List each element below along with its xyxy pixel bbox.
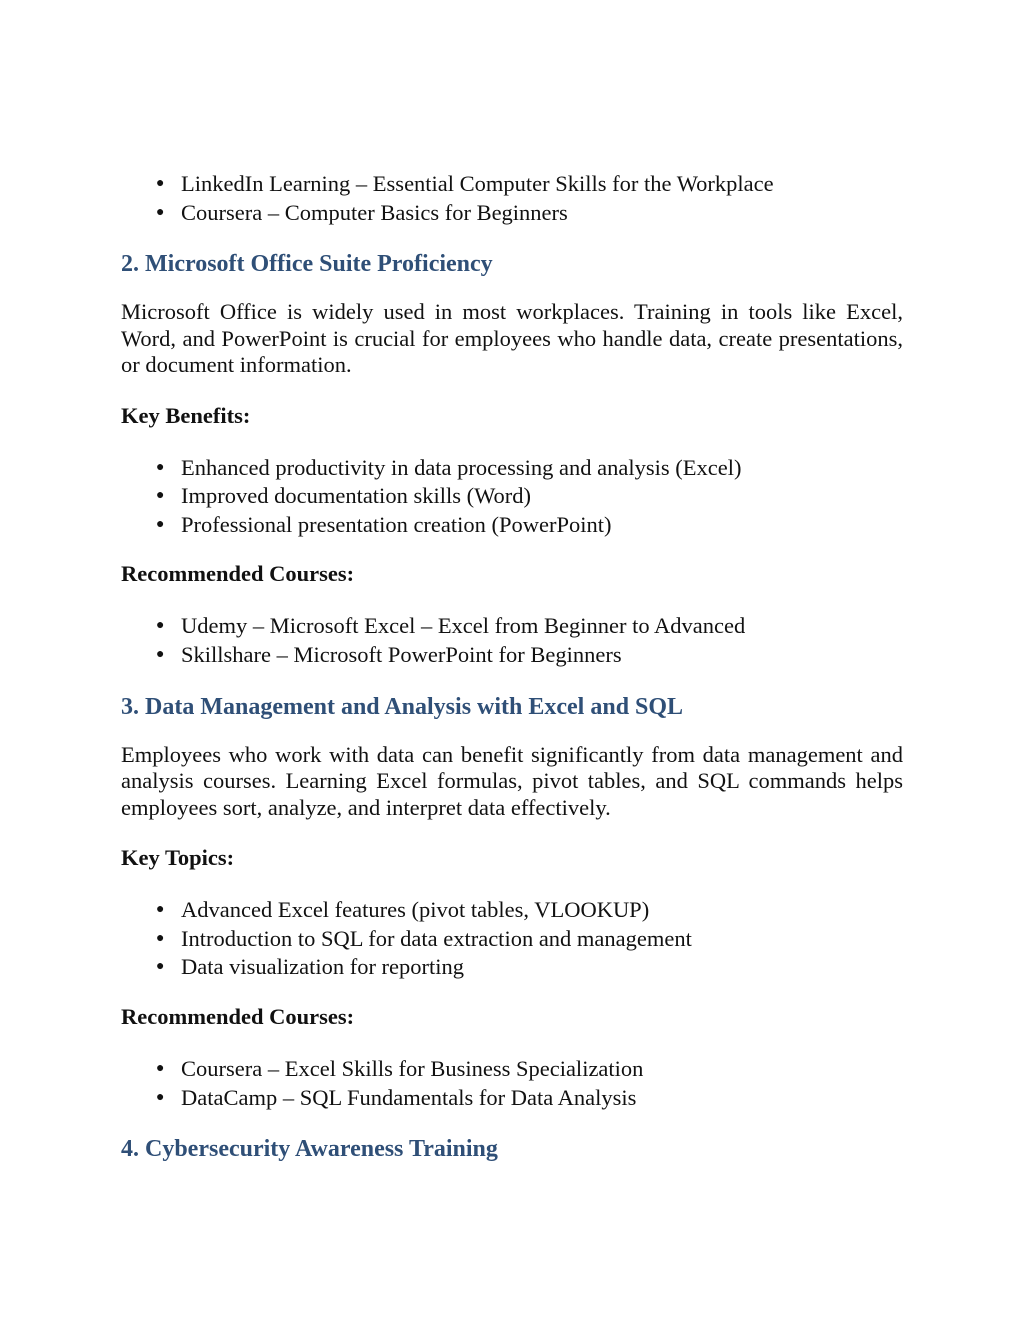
document-page <box>121 170 903 1164</box>
list-item: ● Coursera – Excel Skills for Business Specialization <box>121 1055 903 1084</box>
list-item: ● Udemy – Microsoft Excel – Excel from Beginner to Advanced <box>121 612 903 641</box>
bullet-icon: ● <box>156 488 165 504</box>
bullet-icon: ● <box>156 930 165 946</box>
key-benefits-title: Key Benefits: <box>121 402 251 428</box>
list-item: ● Improved documentation skills (Word) <box>121 482 903 511</box>
bullet-icon: ● <box>156 516 165 532</box>
bullet-icon: ● <box>156 647 165 663</box>
recommended-courses-title: Recommended Courses: <box>121 1003 355 1029</box>
list-item: ● Skillshare – Microsoft PowerPoint for Beginners <box>121 641 903 670</box>
recommended-courses-title: Recommended Courses: <box>121 561 355 587</box>
bullet-icon: ● <box>156 618 165 634</box>
list-item: ● Introduction to SQL for data extraction and management <box>121 925 903 954</box>
list-item: ● Coursera – Computer Basics for Beginners <box>121 199 903 228</box>
bullet-icon: ● <box>156 902 165 918</box>
recommended-courses-list <box>121 612 903 669</box>
section-4-heading: 4. Cybersecurity Awareness Training <box>121 1136 498 1163</box>
key-benefits-list <box>121 454 903 540</box>
bullet-icon: ● <box>156 204 165 220</box>
bullet-icon: ● <box>156 959 165 975</box>
section-3-paragraph: Employees who work with data can benefit significantly from data management and analysis courses. Learning Excel formulas, pivot tables, and SQL commands helps employees sort, analyze, and interpret data effectively. <box>121 741 903 820</box>
section-3-heading: 3. Data Management and Analysis with Excel and SQL <box>121 693 684 720</box>
section-2-heading: 2. Microsoft Office Suite Proficiency <box>121 251 493 278</box>
bullet-icon: ● <box>156 1089 165 1105</box>
recommended-courses-list <box>121 1055 903 1112</box>
bullet-icon: ● <box>156 459 165 475</box>
bullet-icon: ● <box>156 1060 165 1076</box>
section-2-paragraph: Microsoft Office is widely used in most workplaces. Training in tools like Excel, Word, and PowerPoint is crucial for employees who handle data, create presentations, or document information. <box>121 299 903 378</box>
list-item: ● Professional presentation creation (PowerPoint) <box>121 511 903 540</box>
intro-course-list <box>121 170 903 227</box>
list-item: ● Advanced Excel features (pivot tables, VLOOKUP) <box>121 896 903 925</box>
list-item: ● Enhanced productivity in data processing and analysis (Excel) <box>121 454 903 483</box>
key-topics-title: Key Topics: <box>121 845 235 871</box>
key-topics-list <box>121 896 903 982</box>
list-item: ● Data visualization for reporting <box>121 953 903 982</box>
bullet-icon: ● <box>156 176 165 191</box>
list-item: ● DataCamp – SQL Fundamentals for Data Analysis <box>121 1084 903 1113</box>
list-item: ● LinkedIn Learning – Essential Computer Skills for the Workplace <box>121 170 903 199</box>
